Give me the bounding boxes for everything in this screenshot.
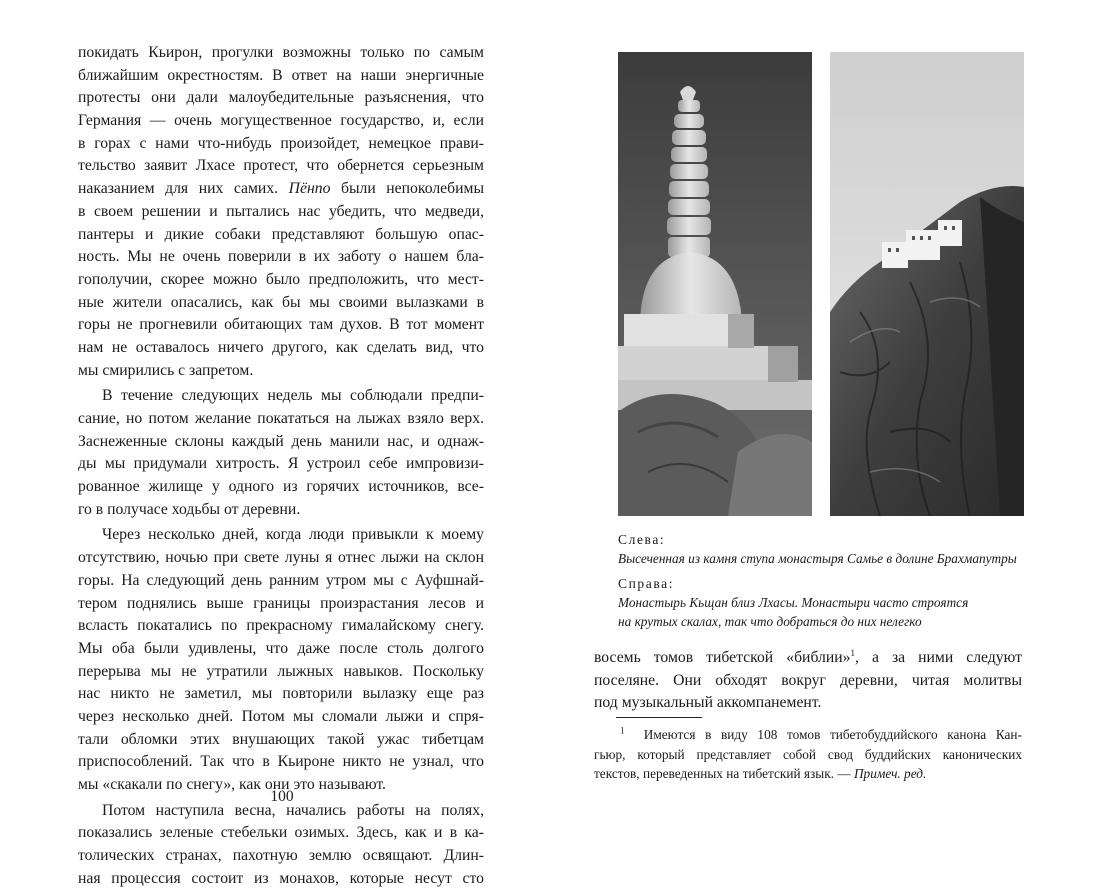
- caption-label-right: Справа:: [618, 576, 675, 591]
- text-line: ная процессия состоит из монахов, которые несут сто: [78, 869, 484, 887]
- text-line: горы не прогневили обитающих там духов. В тот момент: [78, 316, 484, 334]
- page-number: 100: [270, 788, 294, 805]
- footnote-line: [594, 764, 1022, 784]
- text-line-mixed: [594, 647, 1022, 670]
- caption-text-left: Высеченная из камня ступа монастыря Самье в долине Брахмапутры: [618, 551, 1017, 566]
- text-line: через несколько дней. Потом мы сломали лыжи и спря-: [78, 707, 484, 725]
- text-line: ближайшим окрестностям. В ответ на наши энергичные: [78, 66, 484, 84]
- cliff-monastery-photo: [830, 52, 1024, 516]
- text-line-mixed: [78, 178, 484, 201]
- paragraph-start: В течение следующих недель мы соблюдали предпи-: [102, 387, 484, 405]
- text-line: в горах с нами что-нибудь произойдет, немецкое прави-: [78, 134, 484, 152]
- text-line: тером поднялись выше границы произрастания лесов и: [78, 594, 484, 612]
- paragraph-start: Через несколько дней, когда люди привыкли к моему: [102, 526, 484, 544]
- footnote-line: [594, 725, 1022, 745]
- photo-captions: [618, 531, 1024, 631]
- text-line: пантеры и дикие собаки представляют большую опас-: [78, 225, 484, 243]
- text-line: го в получасе ходьбы от деревни.: [78, 500, 301, 518]
- caption-text-right-line: Монастырь Кьщан близ Лхасы. Монастыри часто строятся: [618, 595, 969, 610]
- text-line: ные жители опасались, как бы мы своими вылазками в: [78, 293, 484, 311]
- italic-term: Пёнпо: [288, 180, 331, 198]
- cliff-illustration: [830, 52, 1024, 516]
- footnote-divider: [616, 717, 702, 718]
- text-line: толических странах, пахотную землю освящают. Длин-: [78, 847, 484, 865]
- text-line: нас никто не заметил, мы повторили вылазку еще раз: [78, 685, 484, 703]
- text-segment: Имеются в виду 108 томов тибетобуддийского канона Кан-: [643, 727, 1022, 742]
- text-line: поселяне. Они обходят вокруг деревни, читая молитвы: [594, 671, 1022, 689]
- text-line: ность. Мы не очень поверили в их заботу о нашем бла-: [78, 248, 484, 266]
- footnote-ref: 1: [850, 647, 856, 658]
- text-line: нам не оставалось ничего другого, как сделать вид, что: [78, 338, 484, 356]
- text-line: показались зеленые стебельки озимых. Здесь, как и в ка-: [78, 824, 484, 842]
- text-line: Германия — очень могущественное государство, и, если: [78, 112, 484, 130]
- stupa-illustration: [618, 52, 812, 516]
- text-line: всласть покатались по прекрасному гималайскому снегу.: [78, 617, 484, 635]
- text-line: в своем решении и пытались нас убедить, что медведи,: [78, 202, 484, 220]
- text-line: рованное жилище у одного из горячих источников, все-: [78, 478, 484, 496]
- caption-text-right-line: на крутых скалах, так что добраться до них нелегко: [618, 614, 922, 629]
- text-line: протесты они дали малоубедительные разъяснения, что: [78, 89, 484, 107]
- stone-stupa-photo: [618, 52, 812, 516]
- left-page-text: [78, 42, 484, 890]
- editor-note: Примеч. ред.: [853, 766, 927, 781]
- text-line: мы смирились с запретом.: [78, 361, 254, 379]
- text-line: отсутствию, ночью при свете луны я отнес лыжи на склон: [78, 549, 484, 567]
- text-line: покидать Кьирон, прогулки возможны только по самым: [78, 44, 484, 61]
- text-line: Заснеженные склоны каждый день манили нас, и однаж-: [78, 432, 484, 450]
- text-line: тали обломки этих внушающих такой ужас тибетцам: [78, 730, 484, 748]
- right-page-text: [594, 647, 1022, 715]
- text-line: под музыкальный аккомпанемент.: [594, 694, 822, 712]
- text-line: приспособлений. Так что в Кьироне никто не узнал, что: [78, 753, 484, 771]
- footnote: [594, 725, 1022, 784]
- footnote-marker: 1: [620, 725, 625, 736]
- text-line: ды мы придумали хитрость. Я устроил себе импровизи-: [78, 455, 484, 473]
- text-segment: текстов, переведенных на тибетский язык. —: [594, 766, 851, 781]
- text-line: гополучии, скорее можно было предположить, что мест-: [78, 270, 484, 288]
- text-line: мы «скакали по снегу», как они это называют.: [78, 776, 386, 793]
- text-line: перерыва мы не утратили лыжных навыков. Поскольку: [78, 662, 484, 680]
- text-segment: были непоколебимы: [340, 180, 484, 198]
- paragraph-start: Потом наступила весна, начались работы на полях,: [102, 801, 484, 819]
- text-line: тельство заявит Лхасе протест, что обернется серьезным: [78, 157, 484, 175]
- text-segment: , а за ними следуют: [855, 649, 1022, 666]
- text-line: Мы оба были удивлены, что даже после столь долгого: [78, 639, 484, 657]
- text-line: горы. На следующий день ранним утром мы с Ауфшнай-: [78, 571, 484, 589]
- text-line: сание, но потом желание покататься на лыжах взяло верх.: [78, 410, 484, 427]
- caption-label-left: Слева:: [618, 532, 666, 547]
- text-segment: наказанием для них самих.: [78, 180, 279, 198]
- text-segment: восемь томов тибетской «библии»: [594, 649, 851, 666]
- footnote-line: гьюр, который представляет собой свод буддийских канонических: [594, 746, 1022, 762]
